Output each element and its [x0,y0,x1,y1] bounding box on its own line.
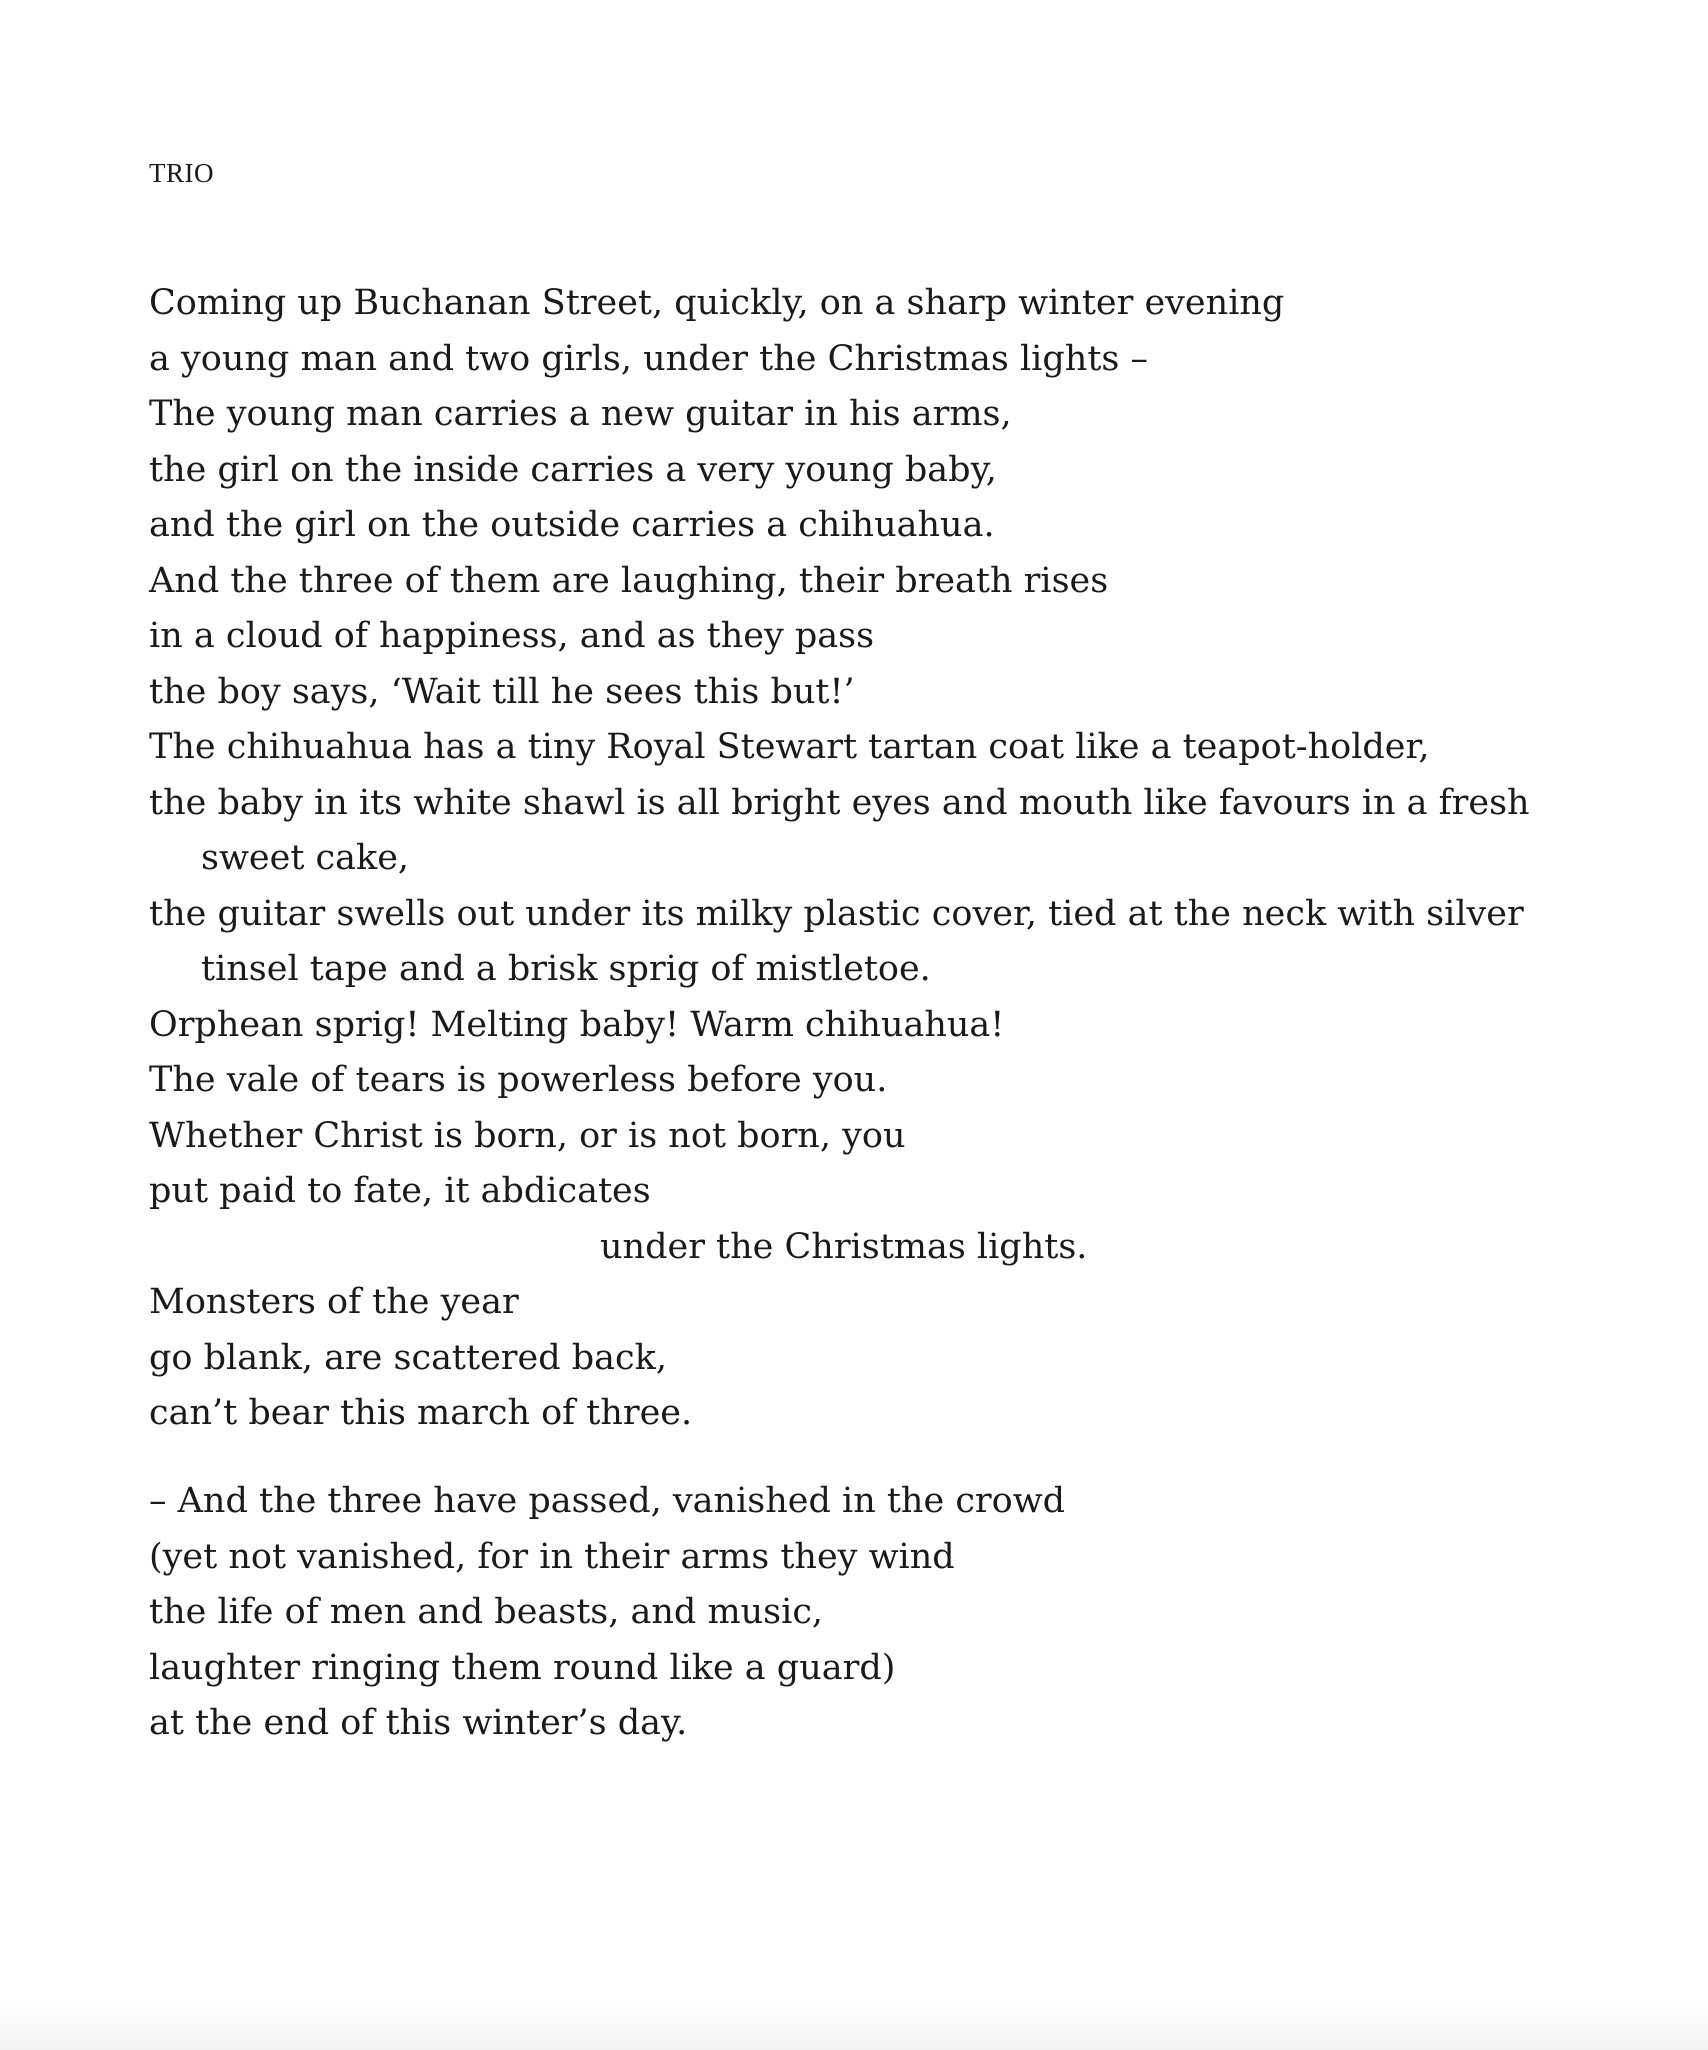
poem-line: and the girl on the outside carries a chihuahua. [149,505,995,545]
poem-line-wrapped: the baby in its white shawl is all bright eyes and mouth like favours in a fresh sweet cake, [149,782,1530,878]
poem-line: the girl on the inside carries a very young baby, [149,449,997,490]
poem-line: (yet not vanished, for in their arms they wind [149,1536,955,1577]
poem-line: at the end of this winter’s day. [149,1703,688,1743]
poem-line: – And the three have passed, vanished in the crowd [149,1481,1066,1521]
poem-line: Coming up Buchanan Street, quickly, on a sharp winter evening [149,283,1285,323]
poem-line-dropped: under the Christmas lights. [600,1226,1088,1267]
poem-line: the boy says, ‘Wait till he sees this but!’ [149,671,855,712]
poem-line: The young man carries a new guitar in his arms, [149,394,1012,434]
poem-title: TRIO [149,158,214,188]
poem-line: the life of men and beasts, and music, [149,1592,824,1632]
poem-line: a young man and two girls, under the Christmas lights – [149,338,1148,379]
poem-line: Monsters of the year [149,1282,519,1322]
poem-line: And the three of them are laughing, their breath rises [149,560,1109,601]
poem-line: Orphean sprig! Melting baby! Warm chihuahua! [149,1004,1005,1045]
poem-line: go blank, are scattered back, [149,1337,667,1378]
poem-line: laughter ringing them round like a guard) [149,1647,896,1688]
poem-stanza-1 [149,276,1529,1442]
poem-line: Whether Christ is born, or is not born, you [149,1115,906,1156]
poem-line: The vale of tears is powerless before you. [149,1060,888,1100]
poem-line: in a cloud of happiness, and as they pass [149,616,875,656]
poem-line: put paid to fate, it abdicates [149,1171,651,1211]
poem-line: The chihuahua has a tiny Royal Stewart tartan coat like a teapot-holder, [149,727,1430,767]
poem-stanza-2 [149,1474,1529,1752]
poem-line-wrapped: the guitar swells out under its milky plastic cover, tied at the neck with silver tinsel tape and a brisk sprig of mistletoe. [149,893,1524,989]
poem-line: can’t bear this march of three. [149,1393,693,1433]
